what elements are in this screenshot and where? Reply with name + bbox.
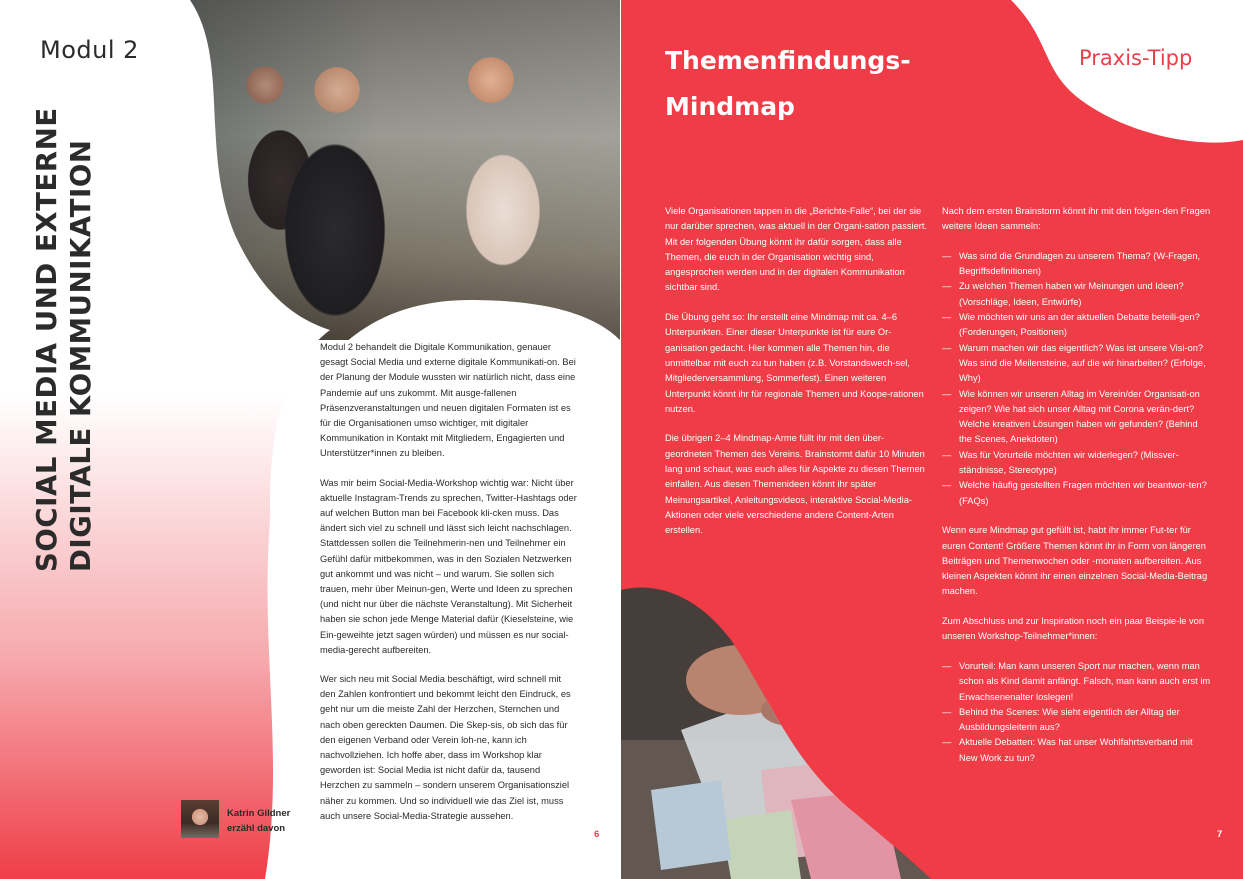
list-item: — Zu welchen Themen haben wir Meinungen und Ideen? (Vorschläge, Ideen, Entwürfe)	[942, 279, 1212, 310]
author-avatar	[181, 800, 219, 838]
left-page	[0, 0, 620, 879]
text-column-right	[942, 204, 1212, 780]
list-item: — Vorurteil: Man kann unseren Sport nur machen, wenn man schon als Kind damit anfängt. Falsch, man kann auch erst im Erwachsenenalter loslegen!	[942, 659, 1212, 705]
praxis-tipp-badge: Praxis-Tipp	[1079, 46, 1193, 70]
page-number-right: 7	[1217, 829, 1223, 840]
vertical-section-title	[30, 52, 98, 572]
list-item: — Was sind die Grundlagen zu unserem Thema? (W-Fragen, Begriffsdefinitionen)	[942, 249, 1212, 280]
list-item: — Was für Vorurteile möchten wir widerlegen? (Missver-ständnisse, Stereotype)	[942, 448, 1212, 479]
author-role: erzähl davon	[227, 823, 286, 834]
title-line-2: Mindmap	[665, 92, 795, 121]
list-item: — Wie möchten wir uns an der aktuellen Debatte beteili-gen? (Forderungen, Positionen)	[942, 310, 1212, 341]
vertical-title-line-1: SOCIAL MEDIA UND EXTERNE	[31, 107, 63, 572]
column-paragraph: Wenn eure Mindmap gut gefüllt ist, habt ihr immer Fut-ter für euren Content! Größere Themen könnt ihr in Form von längeren Beiträgen und Themenwochen oder -monaten aufbereiten. Aus kleinen Aspekten könnt ihr einen einzelnen Social-Media-Beitrag machen.	[942, 525, 1208, 597]
left-paragraph: Wer sich neu mit Social Media beschäftigt, wird schnell mit den Zahlen konfrontiert und bekommt leicht den Eindruck, es geht nur um die meiste Zahl der Herzchen, Sternchen und nach oben gereckten Daumen. Die Skep-sis, ob sich das für den eigenen Verband oder Verein loh-ne, kann ich nachvollziehen. Ich hoffe aber, dass im Workshop klar geworden ist: Social Media ist nicht dafür da, tausend Herzchen zu sammeln – sondern unserem Organisationsziel näher zu kommen. Und so individuell wie das Ziel ist, muss auch unsere Social-Media-Strategie aussehen.	[320, 674, 571, 821]
column-paragraph: Die Übung geht so: Ihr erstellt eine Mindmap mit ca. 4–6 Unterpunkten. Einer dieser Unterpunkte ist für eure Or-ganisation gedacht. Hier kommen alle Themen hin, die unmittelbar mit euch zu tun haben (z.B. Vorstandswech-sel, Mitgliederversammlung, Sommerfest). Einen weiteren Unterpunkt könnt ihr für regionale Themen und Koope-rationen nutzen.	[665, 312, 924, 414]
left-paragraph: Modul 2 behandelt die Digitale Kommunikation, genauer gesagt Social Media und externe digitale Kommunikati-on. Bei der Planung der Module wussten wir natürlich nicht, dass eine Pandemie auf uns zukommt. Mit ausge-fallenen Präsenzveranstaltungen und neuen digitalen Formaten ist es für die Organisationen umso wichtiger, mit digitaler Kommunikation in Kontakt mit Mitgliedern, Engagierten und Unterstützer*innen zu bleiben.	[320, 342, 576, 459]
right-page	[621, 0, 1243, 879]
questions-intro: Nach dem ersten Brainstorm könnt ihr mit den folgen-den Fragen weitere Ideen sammeln:	[942, 206, 1211, 232]
left-paragraph: Was mir beim Social-Media-Workshop wichtig war: Nicht über aktuelle Instagram-Trends zu sprechen, Twitter-Hashtags oder auf welchen Button man bei Facebook kli-cken muss. Das ändert sich viel zu schnell und lässt sich leicht nachschlagen. Stattdessen sollen die Teilnehmerin-nen und Teilnehmer ein Gefühl dafür mitbekommen, was in den Sozialen Netzwerken gut ankommt und was nicht – und warum. Sie sollen sich trauen, mehr über Meinun-gen, Werte und Ideen zu sprechen (und nicht nur über die nächste Veranstaltung). Mit Sicherheit haben sie schon jede Menge Material dafür (Kieselsteine, wie Ein-geweihte jetzt sagen würden) und müssen es nur social-media-gerecht aufbereiten.	[320, 477, 577, 655]
title-line-1: Themenfindungs-	[665, 46, 911, 75]
column-paragraph: Die übrigen 2–4 Mindmap-Arme füllt ihr mit den über-geordneten Themen des Vereins. Brainstormt dafür 10 Minuten lang und schaut, was euch alles für Aspekte zu diesen Themen einfallen. Aus diesen Themenideen könnt ihr später Meinungsartikel, Anleitungsvideos, interaktive Social-Media-Aktionen oder viele verschiedene andere Content-Arten erstellen.	[665, 433, 925, 536]
vertical-title-line-2: DIGITALE KOMMUNIKATION	[65, 139, 97, 572]
list-item: — Welche häufig gestellten Fragen möchten wir beantwor-ten? (FAQs)	[942, 478, 1212, 509]
list-item: — Behind the Scenes: Wie sieht eigentlich der Alltag der Ausbildungsleiterin aus?	[942, 705, 1212, 736]
column-paragraph: Zum Abschluss und zur Inspiration noch ein paar Beispie-le von unseren Workshop-Teilnehmer*innen:	[942, 616, 1205, 642]
column-paragraph: Viele Organisationen tappen in die „Berichte-Falle“, bei der sie nur darüber sprechen, was aktuell in der Organi-sation passiert. Mit der folgenden Übung könnt ihr dafür sorgen, dass alle Themen, die euch in der Organisation wichtig sind, angesprochen werden und in der digitalen Kommunikation sichtbar sind.	[665, 206, 927, 293]
list-item: — Aktuelle Debatten: Was hat unser Wohlfahrtsverband mit New Work zu tun?	[942, 735, 1212, 766]
examples-list	[942, 659, 1212, 766]
left-body-text	[320, 340, 578, 838]
author-caption	[227, 806, 317, 836]
text-column-left	[665, 204, 927, 553]
list-item: — Warum machen wir das eigentlich? Was ist unsere Visi-on? Was sind die Meilensteine, auf die wir hinarbeiten? (Erfolge, Why)	[942, 341, 1212, 387]
questions-list	[942, 249, 1212, 509]
page-title	[665, 38, 985, 130]
author-name: Katrin Gildner	[227, 808, 291, 819]
page-number-left: 6	[594, 829, 600, 840]
list-item: — Wie können wir unseren Alltag im Verein/der Organisati-on zeigen? Wie hat sich unser Alltag mit Corona verän-dert? Welche kreativen Lösungen haben wir gefunden? (Behind the Scenes, Anekdoten)	[942, 387, 1212, 448]
praxis-tipp-blob	[941, 0, 1243, 150]
mindmap-photo	[621, 560, 931, 879]
module-label: Modul 2	[40, 36, 139, 64]
